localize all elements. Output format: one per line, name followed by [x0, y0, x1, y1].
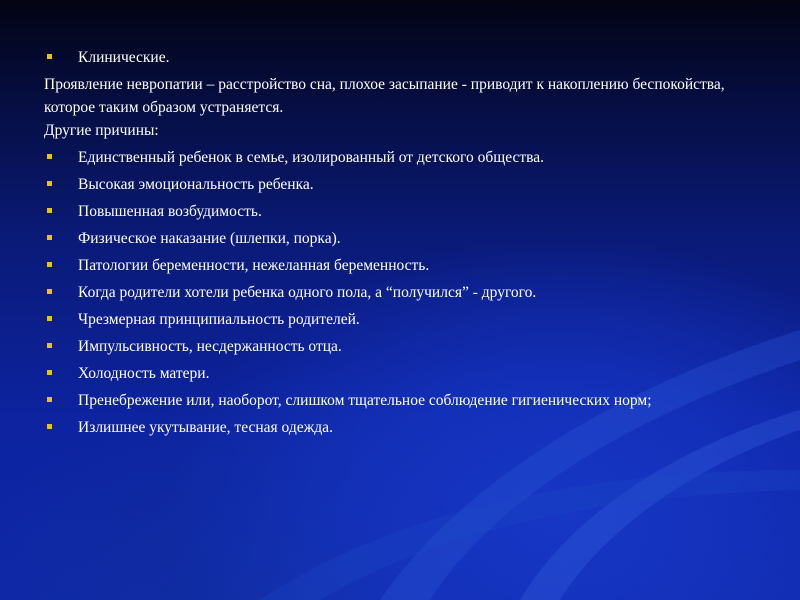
- list-item-text: Холодность матери.: [78, 365, 210, 382]
- bullet-marker: [47, 208, 52, 213]
- list-item: [44, 146, 744, 169]
- list-item: [44, 46, 744, 69]
- list-item: [44, 227, 744, 250]
- list-item: [44, 389, 744, 412]
- bullet-marker: [47, 235, 52, 240]
- list-item-text: Физическое наказание (шлепки, порка).: [78, 230, 341, 247]
- list-item-text: Чрезмерная принципиальность родителей.: [78, 311, 360, 328]
- bullet-marker: [47, 289, 52, 294]
- bullet-marker: [47, 424, 52, 429]
- section-heading: [44, 119, 744, 142]
- bullet-marker: [47, 370, 52, 375]
- list-item-text: Импульсивность, несдержанность отца.: [78, 338, 342, 355]
- list-item: [44, 416, 744, 439]
- bullet-marker: [47, 262, 52, 267]
- bullet-marker: [47, 54, 52, 59]
- bullet-marker: [47, 343, 52, 348]
- list-item: [44, 281, 744, 304]
- section-heading-text: Другие причины:: [44, 122, 159, 139]
- list-item: [44, 335, 744, 358]
- paragraph-text: Проявление невропатии – расстройство сна, плохое засыпание - приводит к накоплению беспокойства, которое таким образом устраняется.: [44, 76, 725, 116]
- bullet-marker: [47, 397, 52, 402]
- list-item: [44, 254, 744, 277]
- bullet-marker: [47, 181, 52, 186]
- list-item-text: Повышенная возбудимость.: [78, 203, 262, 220]
- bullet-marker: [47, 154, 52, 159]
- list-item-text: Патологии беременности, нежеланная беременность.: [78, 257, 430, 274]
- bullet-marker: [47, 316, 52, 321]
- list-item-text: Пренебрежение или, наоборот, слишком тщательное соблюдение гигиенических норм;: [78, 392, 652, 409]
- list-item: [44, 362, 744, 385]
- list-item-text: Клинические.: [78, 49, 170, 66]
- list-item-text: Излишнее укутывание, тесная одежда.: [78, 419, 333, 436]
- list-item: [44, 173, 744, 196]
- list-item-text: Единственный ребенок в семье, изолированный от детского общества.: [78, 149, 544, 166]
- list-item-text: Высокая эмоциональность ребенка.: [78, 176, 314, 193]
- paragraph: [44, 73, 744, 119]
- list-item-text: Когда родители хотели ребенка одного пола, а “получился” - другого.: [78, 284, 537, 301]
- list-item: [44, 308, 744, 331]
- slide-text-body: [44, 46, 744, 443]
- list-item: [44, 200, 744, 223]
